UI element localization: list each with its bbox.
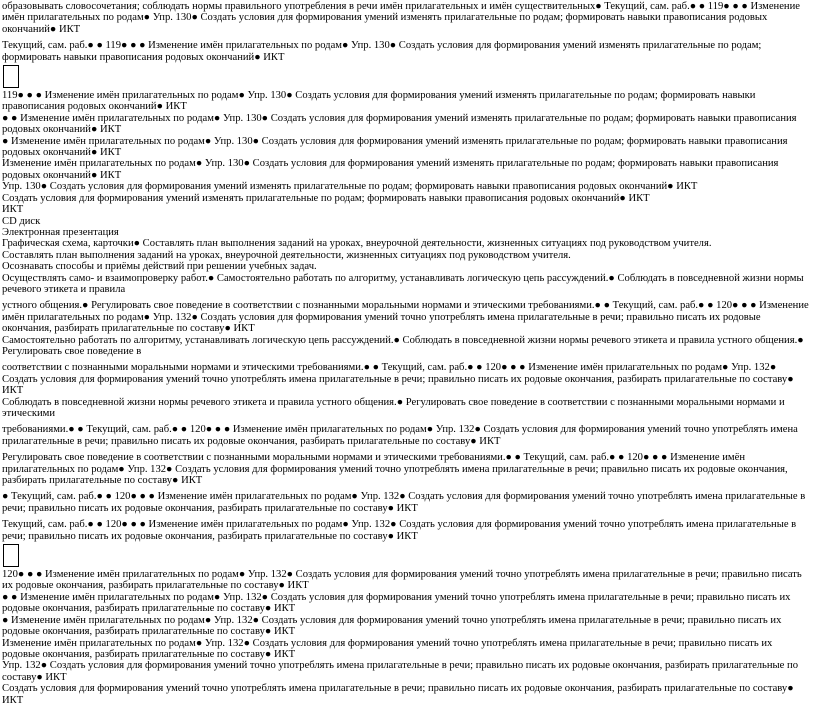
text-paragraph: устного общения.● Регулировать свое поведение в соответствии с познанными моральными нормами и этическими требованиями.● ● Текущий, сам. раб.● ● 120● ● ● Изменение имён прилагательных по родам● Упр. 132● Создать условия для формирования умений точно употреблять имена прилагательные в речи; правильно писать их родовые окончания, разбирать прилагательные по составу● ИКТ <box>2 300 809 335</box>
text-paragraph: CD диск <box>2 215 41 227</box>
text-paragraph: Электронная презентация <box>2 226 119 238</box>
text-paragraph: требованиями.● ● Текущий, сам. раб.● ● 120● ● ● Изменение имён прилагательных по родам● Упр. 132● Создать условия для формирования умений точно употреблять имена прилагательные в речи; правильно писать их родовые окончания, разбирать прилагательные по составу● ИКТ <box>2 424 798 447</box>
text-paragraph: Упр. 130● Создать условия для формирования умений изменять прилагательные по родам; формировать навыки правописания родовых окончаний● ИКТ <box>2 181 698 193</box>
text-paragraph: Составлять план выполнения заданий на уроках, внеурочной деятельности, жизненных ситуациях под руководством учителя. <box>2 249 571 261</box>
text-paragraph: ● ● Изменение имён прилагательных по родам● Упр. 130● Создать условия для формирования умений изменять прилагательные по родам; формировать навыки правописания родовых окончаний● ИКТ <box>2 112 797 136</box>
text-paragraph: Создать условия для формирования умений изменять прилагательные по родам; формировать навыки правописания родовых окончаний● ИКТ <box>2 192 650 204</box>
text-paragraph: ● ● Изменение имён прилагательных по родам● Упр. 132● Создать условия для формирования умений точно употреблять имена прилагательные в речи; правильно писать их родовые окончания, разбирать прилагательные по составу● ИКТ <box>2 591 791 615</box>
text-paragraph: Соблюдать в повседневной жизни нормы речевого этикета и правила устного общения.● Регулировать свое поведение в соответствии с познанными моральными нормами и этическими <box>2 396 785 419</box>
text-paragraph: Изменение имён прилагательных по родам● Упр. 132● Создать условия для формирования умений точно употреблять имена прилагательные в речи; правильно писать их родовые окончания, разбирать прилагательные по составу● ИКТ <box>2 637 773 660</box>
text-paragraph: Осознавать способы и приёмы действий при решении учебных задач. <box>2 261 317 273</box>
text-paragraph: Текущий, сам. раб.● ● 120● ● ● Изменение имён прилагательных по родам● Упр. 132● Создать условия для формирования умений точно употреблять имена прилагательные в речи; правильно писать их родовые окончания, разбирать прилагательные по составу● ИКТ <box>2 519 797 542</box>
text-paragraph: Самостоятельно работать по алгоритму, устанавливать логическую цепь рассуждений.● Соблюдать в повседневной жизни нормы речевого этикета и правила устного общения.● Регулировать свое поведение в <box>2 334 804 357</box>
text-paragraph: Создать условия для формирования умений точно употреблять имена прилагательные в речи; правильно писать их родовые окончания, разбирать прилагательные по составу● ИКТ <box>2 683 794 706</box>
text-paragraph: ИКТ <box>2 204 24 216</box>
text-paragraph: ● Текущий, сам. раб.● ● 120● ● ● Изменение имён прилагательных по родам● Упр. 132● Создать условия для формирования умений точно употреблять имена прилагательные в речи; правильно писать их родовые окончания, разбирать прилагательные по составу● ИКТ <box>2 491 806 514</box>
text-paragraph: Графическая схема, карточки● Составлять план выполнения заданий на уроках, внеурочной деятельности, жизненных ситуациях под руководством учителя. <box>2 238 712 250</box>
text-paragraph: Регулировать свое поведение в соответствии с познанными моральными нормами и этическими требованиями.● ● Текущий, сам. раб.● ● 120● ● ● Изменение имён прилагательных по родам● Упр. 132● Создать условия для формирования умений точно употреблять имена прилагательные в речи; правильно писать их родовые окончания, разбирать прилагательные по составу● ИКТ <box>2 452 788 487</box>
text-paragraph: соответствии с познанными моральными нормами и этическими требованиями.● ● Текущий, сам. раб.● ● 120● ● ● Изменение имён прилагательных по родам● Упр. 132● Создать условия для формирования умений точно употреблять имена прилагательные в речи; правильно писать их родовые окончания, разбирать прилагательные по составу● ИКТ <box>2 362 794 397</box>
text-paragraph: 120● ● ● Изменение имён прилагательных по родам● Упр. 132● Создать условия для формирования умений точно употреблять имена прилагательные в речи; правильно писать их родовые окончания, разбирать прилагательные по составу● ИКТ <box>2 569 802 592</box>
empty-frame <box>3 544 19 567</box>
text-paragraph: Упр. 132● Создать условия для формирования умений точно употреблять имена прилагательные в речи; правильно писать их родовые окончания, разбирать прилагательные по составу● ИКТ <box>2 660 798 683</box>
text-paragraph: 119● ● ● Изменение имён прилагательных по родам● Упр. 130● Создать условия для формирования умений изменять прилагательные по родам; формировать навыки правописания родовых окончаний● ИКТ <box>2 90 756 113</box>
text-paragraph: Осуществлять само- и взаимопроверку работ.● Самостоятельно работать по алгоритму, устанавливать логическую цепь рассуждений.● Соблюдать в повседневной жизни нормы речевого этикета и правила <box>2 272 804 295</box>
text-paragraph: Текущий, сам. раб.● ● 119● ● ● Изменение имён прилагательных по родам● Упр. 130● Создать условия для формирования умений изменять прилагательные по родам; формировать навыки правописания родовых окончаний● ИКТ <box>2 40 762 63</box>
text-paragraph: Изменение имён прилагательных по родам● Упр. 130● Создать условия для формирования умений изменять прилагательные по родам; формировать навыки правописания родовых окончаний● ИКТ <box>2 158 779 181</box>
text-paragraph: ● Изменение имён прилагательных по родам● Упр. 132● Создать условия для формирования умений точно употреблять имена прилагательные в речи; правильно писать их родовые окончания, разбирать прилагательные по составу● ИКТ <box>2 614 782 638</box>
text-paragraph: образовывать словосочетания; соблюдать нормы правильного употребления в речи имён прилагательных и имён существительных● Текущий, сам. раб.● ● 119● ● ● Изменение имён прилагательных по родам● Упр. 130● Создать условия для формирования умений изменять прилагательные по родам; формировать навыки правописания родовых окончаний● ИКТ <box>2 1 800 35</box>
text-paragraph: ● Изменение имён прилагательных по родам● Упр. 130● Создать условия для формирования умений изменять прилагательные по родам; формировать навыки правописания родовых окончаний● ИКТ <box>2 135 788 159</box>
empty-frame <box>3 65 19 88</box>
